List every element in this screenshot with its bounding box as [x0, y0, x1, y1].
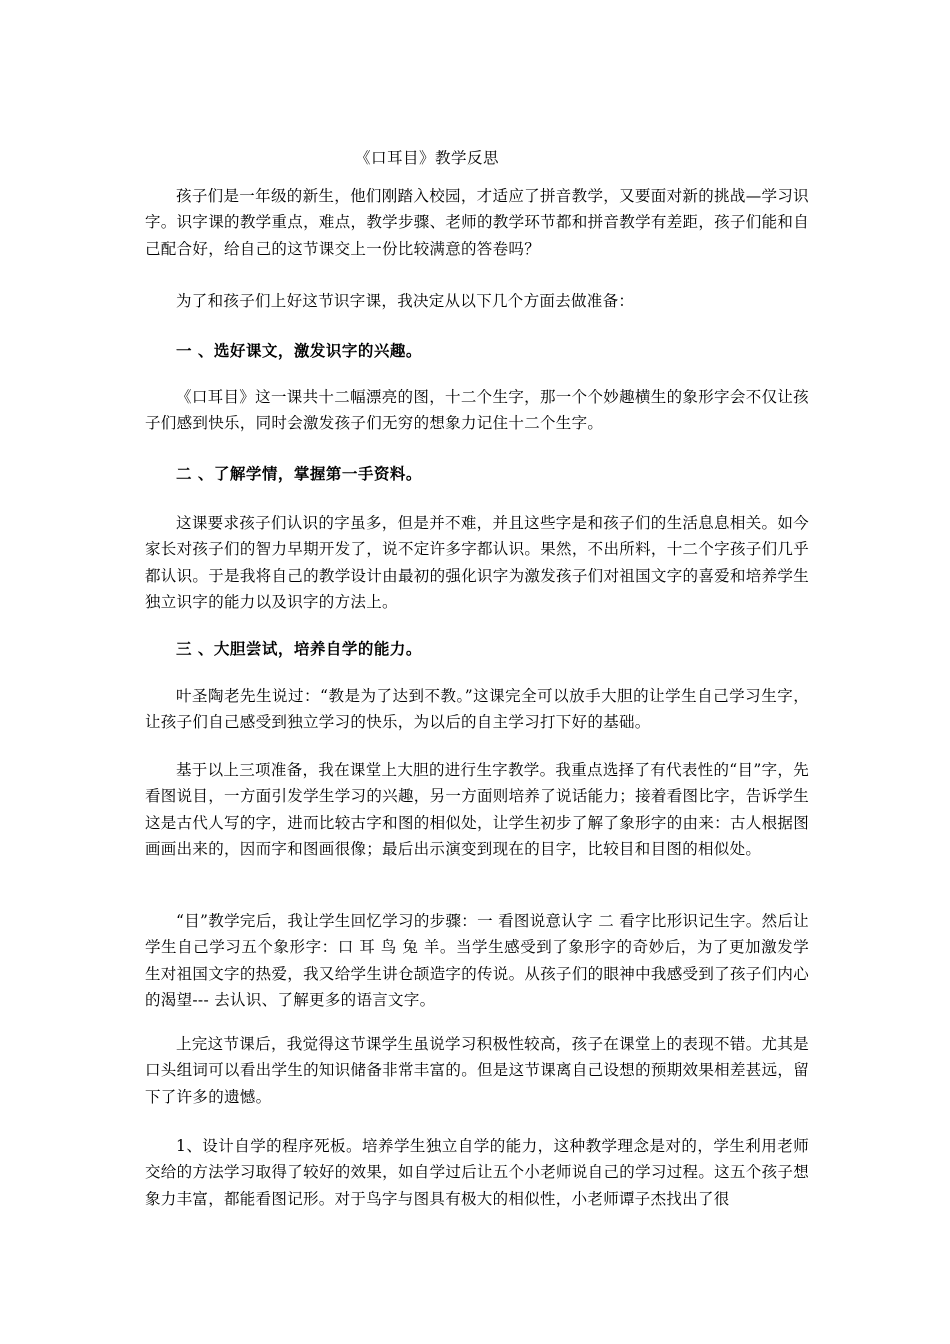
paragraph-review-steps: “目”教学完后，我让学生回忆学习的步骤：一 看图说意认字 二 看字比形识记生字。然后让学生自己学习五个象形字：口 耳 鸟 兔 羊。当学生感受到了象形字的奇妙后，为了更加激发学生对祖国文字的热爱，我又给学生讲仓颉造字的传说。从孩子们的眼神中我感受到了孩子们内心的渴望--- 去认识、了解更多的语言文字。	[145, 912, 809, 1010]
paragraph-teaching-process: 基于以上三项准备，我在课堂上大胆的进行生字教学。我重点选择了有代表性的“目”字，先看图说目，一方面引发学生学习的兴趣，另一方面则培养了说话能力；接着看图比字，告诉学生这是古代人写的字，进而比较古字和图的相似处，让学生初步了解了象形字的由来：古人根据图画画出来的，因而字和图画很像；最后出示演变到现在的目字，比较目和目图的相似处。	[145, 761, 809, 859]
paragraph-preparation: 为了和孩子们上好这节识字课，我决定从以下几个方面去做准备：	[176, 292, 635, 310]
document-title: 《口耳目》教学反思	[355, 149, 500, 167]
section-heading-1: 一 、选好课文，激发识字的兴趣。	[176, 342, 422, 360]
paragraph-section-1: 《口耳目》这一课共十二幅漂亮的图，十二个生字，那一个个妙趣横生的象形字会不仅让孩子们感到快乐，同时会激发孩子们无穷的想象力记住十二个生字。	[145, 388, 809, 433]
paragraph-section-3: 叶圣陶老先生说过：“教是为了达到不教。”这课完全可以放手大胆的让学生自己学习生字，让孩子们自己感受到独立学习的快乐，为以后的自主学习打下好的基础。	[145, 687, 809, 732]
paragraph-point-1: 1、设计自学的程序死板。培养学生独立自学的能力，这种教学理念是对的，学生利用老师交给的方法学习取得了较好的效果，如自学过后让五个小老师说自己的学习过程。这五个孩子想象力丰富，都能看图记形。对于鸟字与图具有极大的相似性，小老师谭子杰找出了很	[145, 1137, 809, 1208]
section-heading-3: 三 、大胆尝试，培养自学的能力。	[176, 640, 422, 658]
paragraph-reflection: 上完这节课后，我觉得这节课学生虽说学习积极性较高，孩子在课堂上的表现不错。尤其是口头组词可以看出学生的知识储备非常丰富的。但是这节课离自己设想的预期效果相差甚远，留下了许多的遗憾。	[145, 1035, 809, 1106]
section-heading-2: 二 、了解学情，掌握第一手资料。	[176, 465, 422, 483]
paragraph-intro: 孩子们是一年级的新生，他们刚踏入校园，才适应了拼音教学，又要面对新的挑战—学习识字。识字课的教学重点，难点，教学步骤、老师的教学环节都和拼音教学有差距，孩子们能和自己配合好，给自己的这节课交上一份比较满意的答卷吗？	[145, 187, 809, 258]
paragraph-section-2: 这课要求孩子们认识的字虽多，但是并不难，并且这些字是和孩子们的生活息息相关。如今家长对孩子们的智力早期开发了，说不定许多字都认识。果然，不出所料，十二个字孩子们几乎都认识。于是我将自己的教学设计由最初的强化识字为激发孩子们对祖国文字的喜爱和培养学生独立识字的能力以及识字的方法上。	[145, 514, 809, 612]
